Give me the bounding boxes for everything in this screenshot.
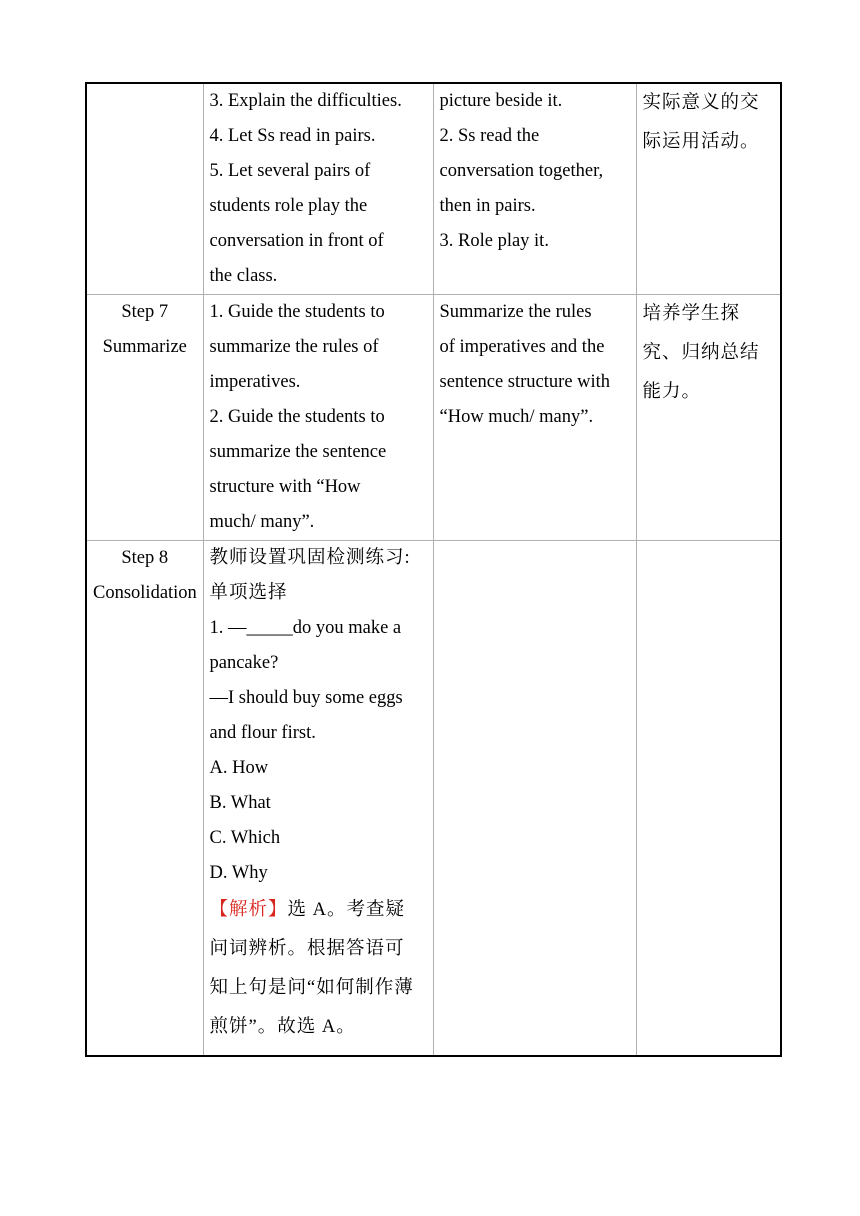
option-d: D. Why [209,863,268,883]
step-number: Step 8 [121,548,169,568]
student-activity-cell [433,83,636,295]
question-line: pancake? [209,653,279,673]
student-line: Summarize the rules [439,302,592,322]
table-row [86,83,781,295]
teacher-activity-cell [203,541,433,1057]
exercise-type: 单项选择 [209,583,288,603]
teacher-line: 2. Guide the students to [209,407,385,427]
teacher-activity-cell [203,83,433,295]
purpose-cell [636,295,781,541]
student-line: 2. Ss read the [439,126,540,146]
analysis-line: 煎饼”。故选 A。 [209,1017,356,1037]
lesson-plan-table [85,82,782,1057]
student-line: picture beside it. [439,91,563,111]
purpose-cell [636,83,781,295]
option-b: B. What [209,793,271,813]
student-line: “How much/ many”. [439,407,594,427]
student-line: sentence structure with [439,372,611,392]
purpose-line: 能力。 [642,382,702,402]
student-line: conversation together, [439,161,604,181]
step-cell [86,541,203,1057]
purpose-line: 究、归纳总结 [642,343,760,363]
student-line: of imperatives and the [439,337,605,357]
student-activity-cell [433,295,636,541]
question-line: 1. —_____do you make a [209,618,402,638]
step-cell [86,83,203,295]
exercise-intro: 教师设置巩固检测练习: [209,548,411,568]
teacher-line: 5. Let several pairs of [209,161,371,181]
teacher-activity-cell [203,295,433,541]
analysis-line: 问词辨析。根据答语可 [209,939,405,959]
teacher-line: summarize the rules of [209,337,379,357]
teacher-line: structure with “How [209,477,361,497]
analysis-label: 【解析】 [209,900,288,920]
teacher-line: students role play the [209,196,368,216]
analysis-line [210,891,427,930]
option-c: C. Which [209,828,281,848]
student-line: 3. Role play it. [439,231,549,251]
option-a: A. How [209,758,269,778]
teacher-line: 3. Explain the difficulties. [209,91,402,111]
teacher-line: imperatives. [209,372,301,392]
teacher-line: the class. [209,266,278,286]
teacher-line: conversation in front of [209,231,384,251]
analysis-text: 选 A。考查疑 [287,900,406,920]
purpose-line: 际运用活动。 [642,132,760,152]
purpose-cell [636,541,781,1057]
table-row [86,295,781,541]
teacher-line: 1. Guide the students to [209,302,385,322]
step-cell [86,295,203,541]
student-activity-cell [433,541,636,1057]
teacher-line: 4. Let Ss read in pairs. [209,126,376,146]
step-number: Step 7 [121,302,169,322]
student-line: then in pairs. [439,196,536,216]
analysis-line: 知上句是问“如何制作薄 [209,978,414,998]
purpose-line: 培养学生探 [642,304,741,324]
step-title: Summarize [102,337,187,357]
teacher-line: much/ many”. [209,512,315,532]
table-row [86,541,781,1057]
purpose-line: 实际意义的交 [642,93,760,113]
step-title: Consolidation [93,583,197,603]
answer-line: —I should buy some eggs [209,688,403,708]
teacher-line: summarize the sentence [209,442,387,462]
answer-line: and flour first. [209,723,316,743]
